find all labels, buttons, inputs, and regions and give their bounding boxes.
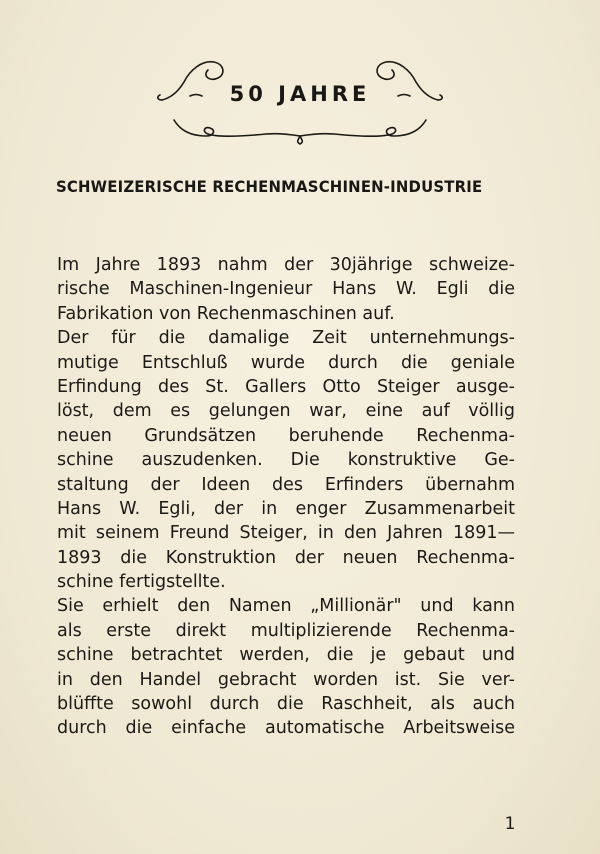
body-line: Fabrikation von Rechenmaschinen auf. — [57, 303, 395, 324]
document-subtitle: SCHWEIZERISCHE RECHENMASCHINEN-INDUSTRIE — [56, 177, 483, 196]
body-line: 1893 die Konstruktion der neuen Rechenma- — [57, 547, 515, 568]
body-line: Sie erhielt den Namen „Millionär" und kann — [57, 596, 515, 617]
body-line: Erfindung des St. Gallers Otto Steiger ausge- — [57, 376, 515, 397]
body-line: staltung der Ideen des Erfinders übernahm — [57, 474, 515, 495]
body-line: Im Jahre 1893 nahm der 30jährige schweize- — [57, 255, 515, 275]
body-line: neuen Grundsätzen beruhende Rechenma- — [57, 425, 515, 446]
body-line: schine auszudenken. Die konstruktive Ge- — [57, 450, 515, 471]
body-line: blüffte sowohl durch die Raschheit, als auch — [57, 694, 515, 715]
page-heading: 50 JAHRE — [229, 82, 371, 106]
body-line: als erste direkt multiplizierende Rechenma- — [57, 620, 515, 641]
body-line: rische Maschinen-Ingenieur Hans W. Egli die — [57, 279, 515, 300]
body-line: schine fertigstellte. — [57, 572, 226, 593]
body-line: schine betrachtet werden, die je gebaut und — [57, 645, 515, 666]
body-line: Der für die damalige Zeit unternehmungs- — [57, 328, 515, 349]
body-line: in den Handel gebracht worden ist. Sie ver- — [57, 669, 515, 690]
body-line: löst, dem es gelungen war, eine auf völlig — [57, 401, 515, 422]
body-line: mutige Entschluß wurde durch die geniale — [57, 352, 515, 373]
page-number: 1 — [504, 814, 516, 834]
body-text — [57, 253, 515, 741]
body-line: durch die einfache automatische Arbeitsweise — [57, 718, 515, 739]
body-line: Hans W. Egli, der in enger Zusammenarbeit — [57, 498, 515, 519]
body-line: mit seinem Freund Steiger, in den Jahren 1891— — [57, 523, 515, 544]
